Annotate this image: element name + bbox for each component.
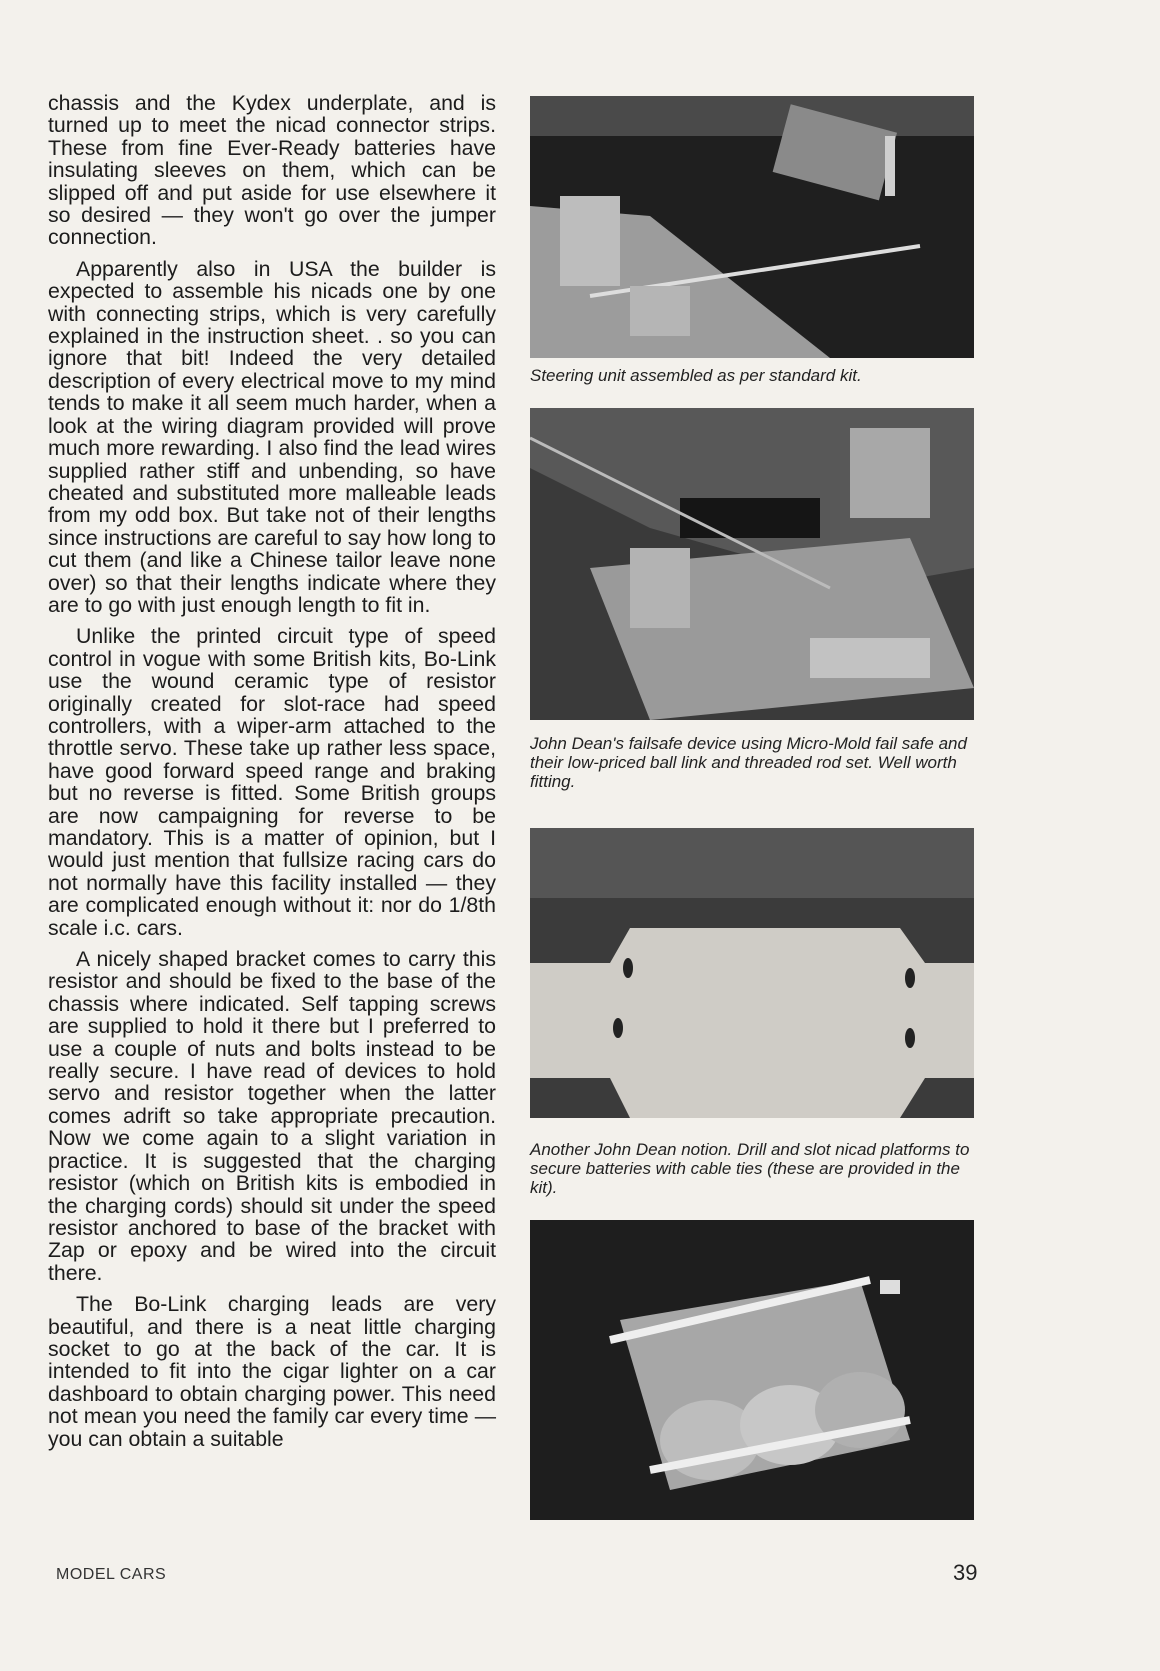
footer-page-number: 39	[953, 1560, 978, 1585]
article-paragraph: Unlike the printed circuit type of speed control in vogue with some British kits, Bo-Link use the wound ceramic type of resistor originally created for slot-race had speed controllers, with a wiper-arm attached to the throttle servo. These take up rather less space, have good forward speed range and braking but no reverse is fitted. Some British groups are now campaigning for reverse to be mandatory. This is a matter of opinion, but I would just mention that fullsize racing cars do not normally have this facility installed — they are complicated enough without it: nor do 1/8th scale i.c. cars.	[48, 624, 496, 940]
article-paragraph: chassis and the Kydex underplate, and is turned up to meet the nicad connector strips. These from fine Ever-Ready batteries have insulating sleeves on them, which can be slipped off and put aside for use elsewhere it so desired — they won't go over the jumper connection.	[48, 91, 496, 250]
caption-failsafe-device: John Dean's failsafe device using Micro-Mold fail safe and their low-priced ball link and threaded rod set. Well worth fitting.	[530, 734, 967, 791]
footer-magazine-name: MODEL CARS	[56, 1566, 167, 1583]
photo-failsafe-device	[530, 408, 974, 720]
article-body	[48, 92, 496, 1459]
caption-steering-unit: Steering unit assembled as per standard kit.	[530, 366, 862, 385]
article-paragraph: Apparently also in USA the builder is expected to assemble his nicads one by one with connecting strips, which is very carefully explained in the instruction sheet. . so you can ignore that bit! Indeed the very detailed description of every electrical move to my mind tends to make it all seem much harder, when a look at the wiring diagram provided will prove much more rewarding. I also find the lead wires supplied rather stiff and unbending, so have cheated and substituted more malleable leads from my odd box. But take not of their lengths since instructions are careful to say how long to cut them (and like a Chinese tailor leave none over) so that their lengths indicate where they are to go with just enough length to fit in.	[48, 256, 496, 617]
photo-steering-unit	[530, 96, 974, 358]
article-paragraph: The Bo-Link charging leads are very beautiful, and there is a neat little charging socket to go at the back of the car. It is intended to fit into the cigar lighter on a car dashboard to obtain charging power. This need not mean you need the family car every time — you can obtain a suitable	[48, 1292, 496, 1451]
article-paragraph: A nicely shaped bracket comes to carry this resistor and should be fixed to the base of the chassis where indicated. Self tapping screws are supplied to hold it there but I preferred to use a couple of nuts and bolts instead to be really secure. I have read of devices to hold servo and resistor together when the latter comes adrift so take appropriate precaution. Now we come again to a slight variation in practice. It is suggested that the charging resistor (which on British kits is embodied in the charging cords) should sit under the speed resistor anchored to base of the bracket with Zap or epoxy and be wired into the circuit there.	[48, 947, 496, 1285]
photo-nicad-platform	[530, 828, 974, 1118]
photo-battery-pack	[530, 1220, 974, 1520]
caption-nicad-platform: Another John Dean notion. Drill and slot nicad platforms to secure batteries with cable ties (these are provided in the kit).	[530, 1140, 970, 1197]
